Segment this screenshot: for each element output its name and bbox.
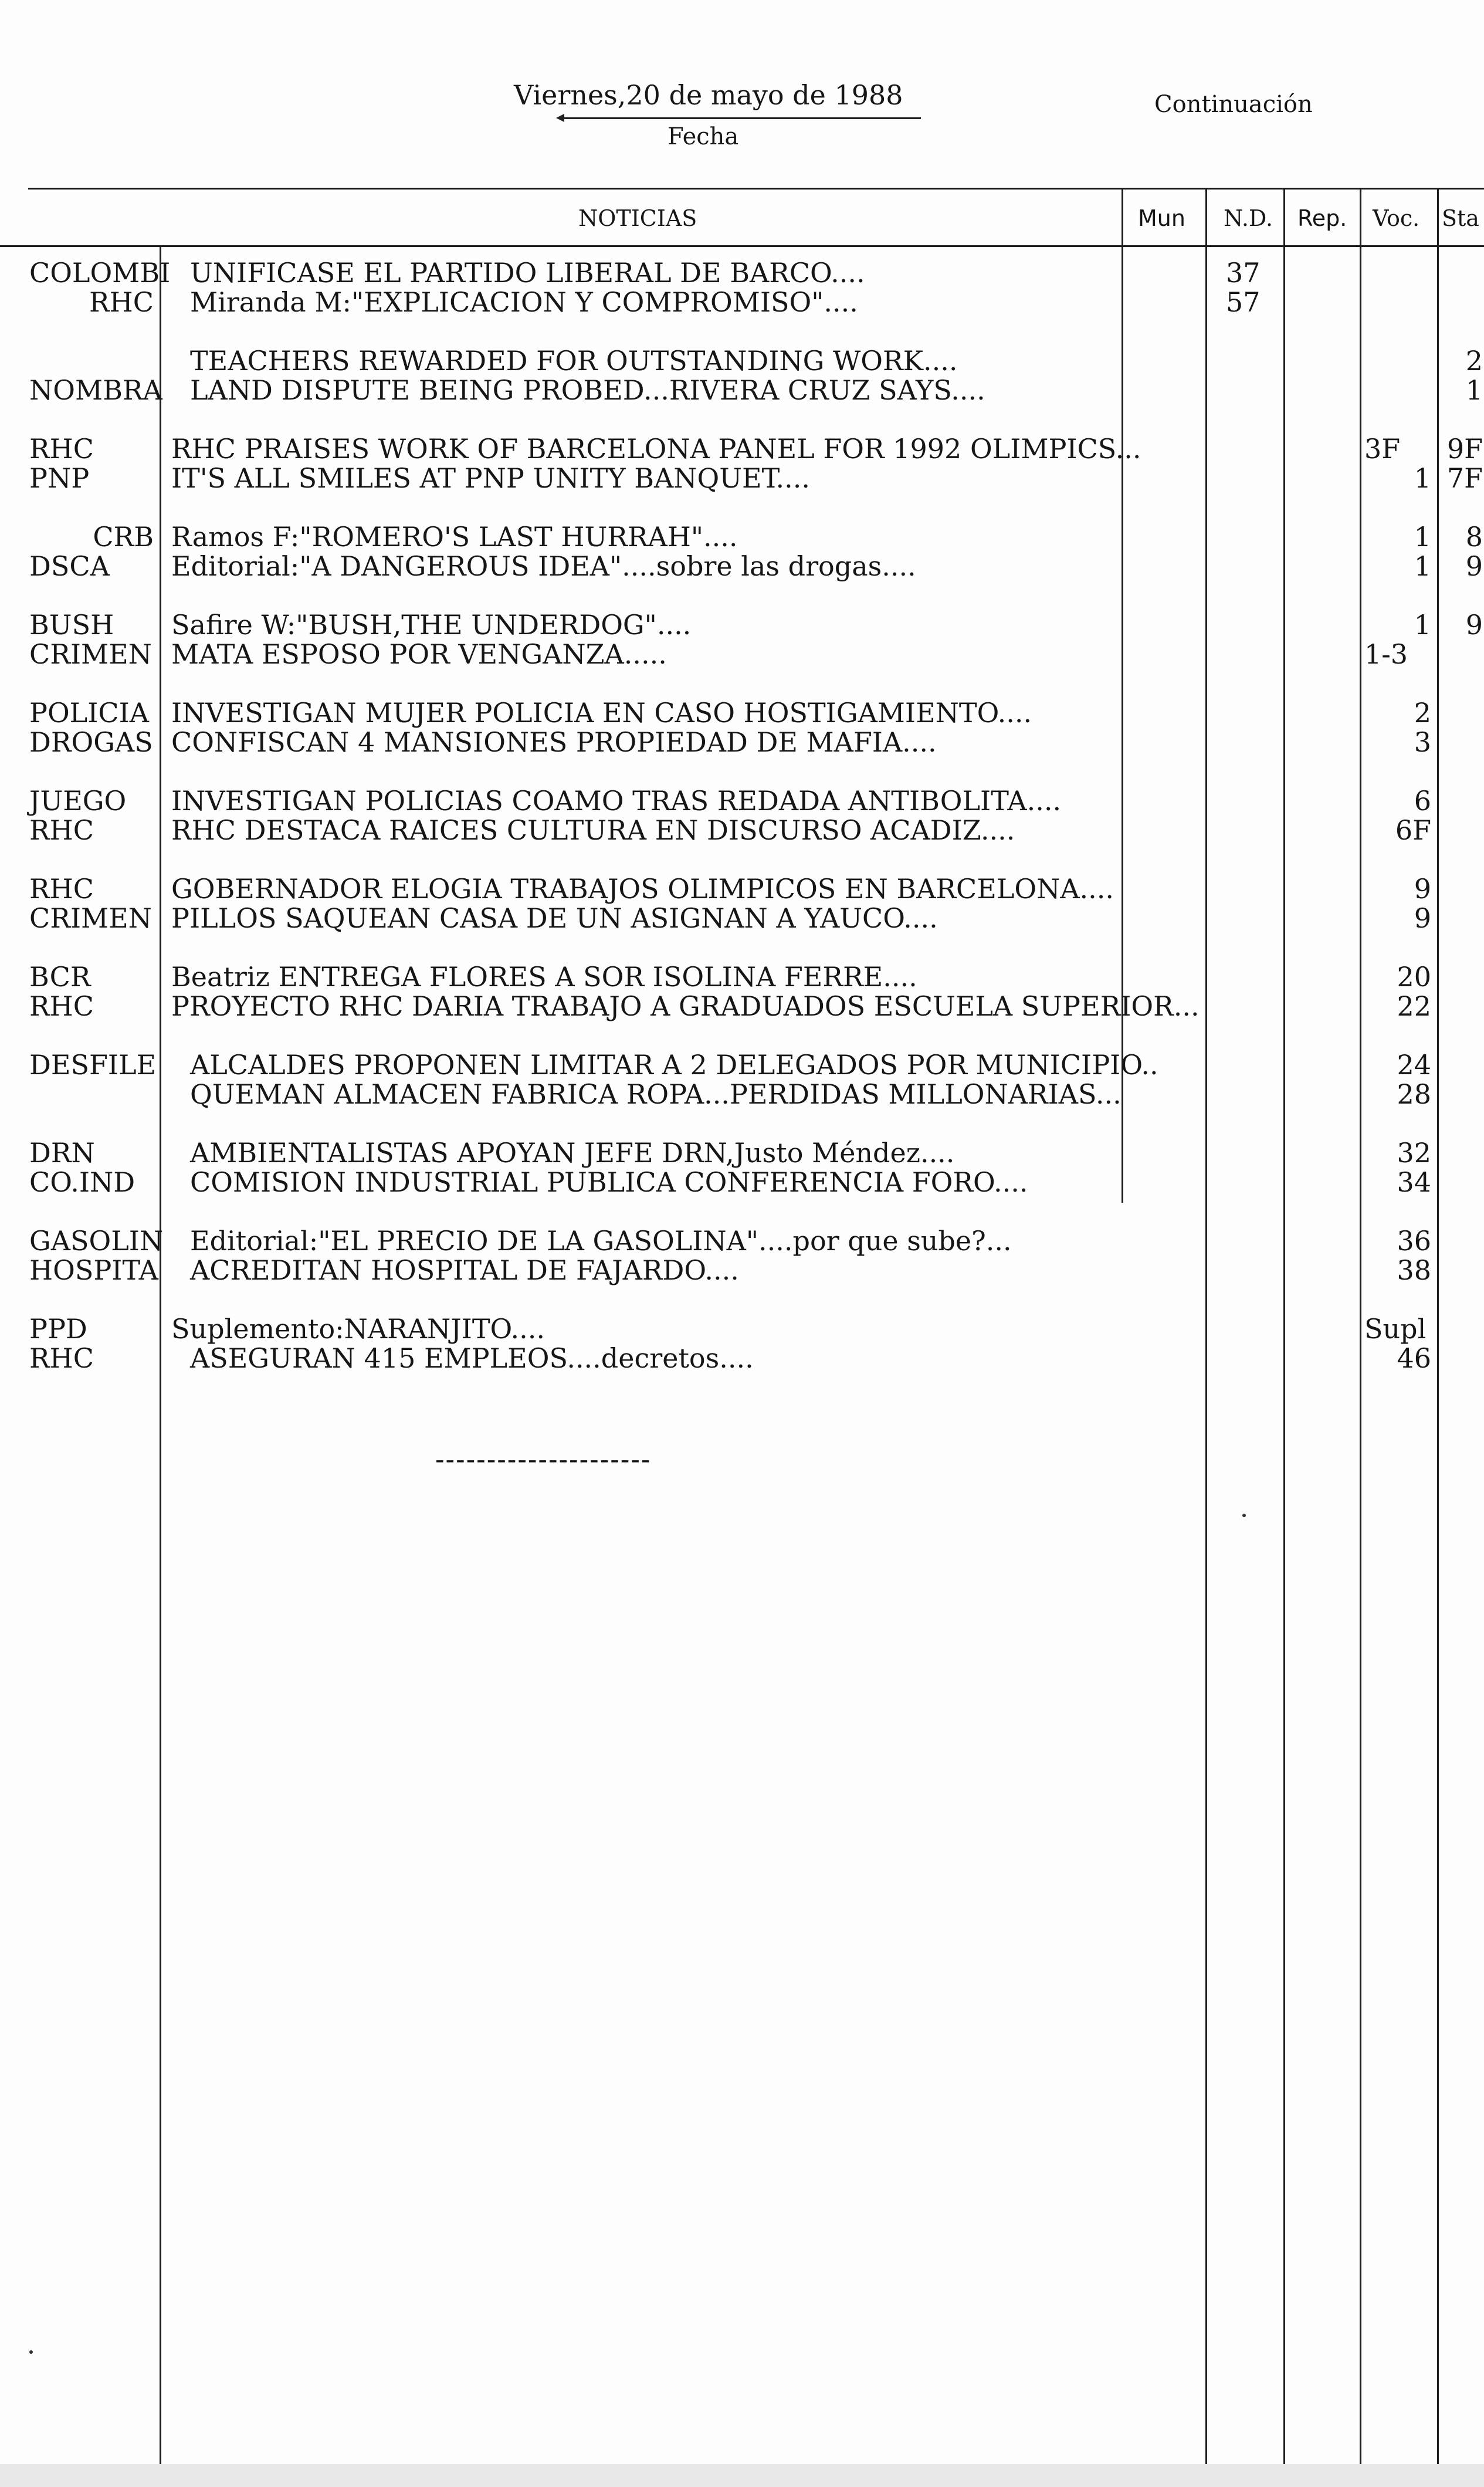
voc-page: 36: [1397, 1225, 1431, 1257]
category: HOSPITA: [29, 1254, 158, 1286]
headline: LAND DISPUTE BEING PROBED...RIVERA CRUZ SAYS....: [190, 374, 985, 406]
headline: ACREDITAN HOSPITAL DE FAJARDO....: [190, 1254, 739, 1286]
news-row: [0, 1314, 1484, 1344]
table-header-rule: [0, 245, 1484, 247]
category: DSCA: [29, 550, 110, 582]
headline: INVESTIGAN MUJER POLICIA EN CASO HOSTIGAMIENTO....: [171, 697, 1032, 729]
headline: Editorial:"EL PRECIO DE LA GASOLINA"....por que sube?...: [190, 1225, 1012, 1257]
category: RHC: [29, 433, 94, 465]
voc-page: 24: [1397, 1049, 1431, 1081]
row-gap: [0, 1021, 1484, 1050]
news-row: [0, 463, 1484, 493]
news-row: [0, 1344, 1484, 1373]
category: BCR: [29, 961, 91, 993]
row-gap: [0, 405, 1484, 434]
voc-page: 1-3: [1364, 638, 1408, 670]
news-row: [0, 610, 1484, 639]
category: GASOLIN: [29, 1225, 164, 1257]
category: RHC: [29, 873, 94, 905]
document-date: Viernes,20 de mayo de 1988: [514, 79, 903, 111]
headline: Beatriz ENTREGA FLORES A SOR ISOLINA FERRE....: [171, 961, 917, 993]
headline: INVESTIGAN POLICIAS COAMO TRAS REDADA ANTIBOLITA....: [171, 785, 1062, 817]
voc-page: 28: [1397, 1078, 1431, 1110]
news-row: [0, 287, 1484, 317]
news-row: [0, 346, 1484, 375]
category: RHC: [29, 990, 94, 1022]
category: RHC: [89, 286, 154, 318]
headline: Safire W:"BUSH,THE UNDERDOG"....: [171, 609, 692, 641]
category: CRIMEN: [29, 638, 152, 670]
voc-page: 20: [1397, 961, 1431, 993]
column-header-noticias: NOTICIAS: [578, 205, 697, 231]
news-row: [0, 728, 1484, 757]
column-header-voc: Voc.: [1373, 205, 1420, 231]
headline: GOBERNADOR ELOGIA TRABAJOS OLIMPICOS EN BARCELONA....: [171, 873, 1114, 905]
voc-page: 6F: [1395, 814, 1431, 846]
headline: IT'S ALL SMILES AT PNP UNITY BANQUET....: [171, 462, 810, 494]
category: DESFILE: [29, 1049, 157, 1081]
row-gap: [0, 581, 1484, 610]
voc-page: 6: [1414, 785, 1431, 817]
news-row: [0, 1050, 1484, 1080]
news-row: [0, 522, 1484, 551]
voc-page: 1: [1414, 550, 1431, 582]
sta-page: 7F: [1446, 462, 1483, 494]
headline: Ramos F:"ROMERO'S LAST HURRAH"....: [171, 521, 738, 553]
voc-page: 32: [1397, 1137, 1431, 1169]
row-gap: [0, 757, 1484, 786]
date-underline-arrow: [563, 117, 921, 119]
voc-page: 9: [1414, 873, 1431, 905]
nd-page: 57: [1226, 286, 1261, 318]
sta-page: 8: [1465, 521, 1483, 553]
voc-page: 3F: [1364, 433, 1401, 465]
column-header-mun: Mun: [1138, 205, 1185, 231]
headline: COMISION INDUSTRIAL PUBLICA CONFERENCIA FORO....: [190, 1166, 1028, 1198]
headline: Miranda M:"EXPLICACION Y COMPROMISO"....: [190, 286, 858, 318]
scan-speck: [29, 2350, 33, 2354]
news-row: [0, 1168, 1484, 1197]
category: PNP: [29, 462, 90, 494]
news-row: [0, 1226, 1484, 1256]
row-gap: [0, 1109, 1484, 1138]
category: COLOMBI: [29, 257, 171, 289]
voc-page: 1: [1414, 462, 1431, 494]
category: POLICIA: [29, 697, 149, 729]
headline: ALCALDES PROPONEN LIMITAR A 2 DELEGADOS POR MUNICIPIO..: [190, 1049, 1158, 1081]
headline: RHC PRAISES WORK OF BARCELONA PANEL FOR 1992 OLIMPICS...: [171, 433, 1141, 465]
voc-page: 2: [1414, 697, 1431, 729]
category: RHC: [29, 814, 94, 846]
category: BUSH: [29, 609, 114, 641]
nd-page: 37: [1226, 257, 1261, 289]
news-row: [0, 698, 1484, 728]
news-row: [0, 258, 1484, 287]
voc-page: 9: [1414, 902, 1431, 934]
row-gap: [0, 669, 1484, 698]
headline: RHC DESTACA RAICES CULTURA EN DISCURSO ACADIZ....: [171, 814, 1015, 846]
news-row: [0, 786, 1484, 816]
sta-page: 9: [1465, 550, 1483, 582]
headline: MATA ESPOSO POR VENGANZA.....: [171, 638, 667, 670]
fecha-label: Fecha: [668, 123, 739, 150]
news-row: [0, 551, 1484, 581]
news-row: [0, 1080, 1484, 1109]
voc-page: 1: [1414, 521, 1431, 553]
category: CO.IND: [29, 1166, 135, 1198]
headline: CONFISCAN 4 MANSIONES PROPIEDAD DE MAFIA....: [171, 726, 937, 758]
voc-page: 34: [1397, 1166, 1431, 1198]
voc-page: 46: [1397, 1342, 1431, 1374]
column-header-sta: Sta: [1442, 205, 1479, 231]
category: RHC: [29, 1342, 94, 1374]
headline: PILLOS SAQUEAN CASA DE UN ASIGNAN A YAUCO....: [171, 902, 938, 934]
end-separator: ---------------------: [435, 1443, 652, 1475]
category: DROGAS: [29, 726, 153, 758]
headline: TEACHERS REWARDED FOR OUTSTANDING WORK....: [190, 345, 958, 377]
news-row: [0, 1256, 1484, 1285]
voc-page: 3: [1414, 726, 1431, 758]
column-header-nd: N.D.: [1224, 205, 1273, 231]
news-row: [0, 992, 1484, 1021]
category: JUEGO: [29, 785, 127, 817]
row-gap: [0, 933, 1484, 962]
category: PPD: [29, 1313, 87, 1345]
sta-page: 2: [1465, 345, 1483, 377]
headline: PROYECTO RHC DARIA TRABAJO A GRADUADOS ESCUELA SUPERIOR...: [171, 990, 1200, 1022]
sta-page: 1: [1465, 374, 1483, 406]
scan-speck: [1242, 1514, 1246, 1517]
sta-page: 9: [1465, 609, 1483, 641]
news-row: [0, 375, 1484, 405]
news-row: [0, 904, 1484, 933]
news-list: [0, 258, 1484, 1373]
row-gap: [0, 845, 1484, 874]
scan-bottom-edge: [0, 2464, 1484, 2487]
row-gap: [0, 317, 1484, 346]
news-row: [0, 1138, 1484, 1168]
headline: AMBIENTALISTAS APOYAN JEFE DRN,Justo Méndez....: [190, 1137, 955, 1169]
voc-page: 1: [1414, 609, 1431, 641]
voc-page: Supl: [1364, 1313, 1427, 1345]
news-row: [0, 962, 1484, 992]
headline: Editorial:"A DANGEROUS IDEA"....sobre las drogas....: [171, 550, 916, 582]
category: DRN: [29, 1137, 95, 1169]
row-gap: [0, 493, 1484, 522]
headline: Suplemento:NARANJITO....: [171, 1313, 546, 1345]
sta-page: 9F: [1446, 433, 1483, 465]
category: NOMBRA: [29, 374, 162, 406]
headline: UNIFICASE EL PARTIDO LIBERAL DE BARCO....: [190, 257, 865, 289]
row-gap: [0, 1285, 1484, 1314]
news-row: [0, 874, 1484, 904]
voc-page: 38: [1397, 1254, 1431, 1286]
table-top-rule: [28, 188, 1484, 190]
news-row: [0, 639, 1484, 669]
continuation-label: Continuación: [1154, 91, 1313, 118]
column-header-rep: Rep.: [1297, 205, 1347, 231]
news-row: [0, 816, 1484, 845]
category: CRB: [93, 521, 154, 553]
voc-page: 22: [1397, 990, 1431, 1022]
category: CRIMEN: [29, 902, 152, 934]
headline: ASEGURAN 415 EMPLEOS....decretos....: [190, 1342, 754, 1374]
news-row: [0, 434, 1484, 463]
row-gap: [0, 1197, 1484, 1226]
headline: QUEMAN ALMACEN FABRICA ROPA...PERDIDAS MILLONARIAS...: [190, 1078, 1122, 1110]
